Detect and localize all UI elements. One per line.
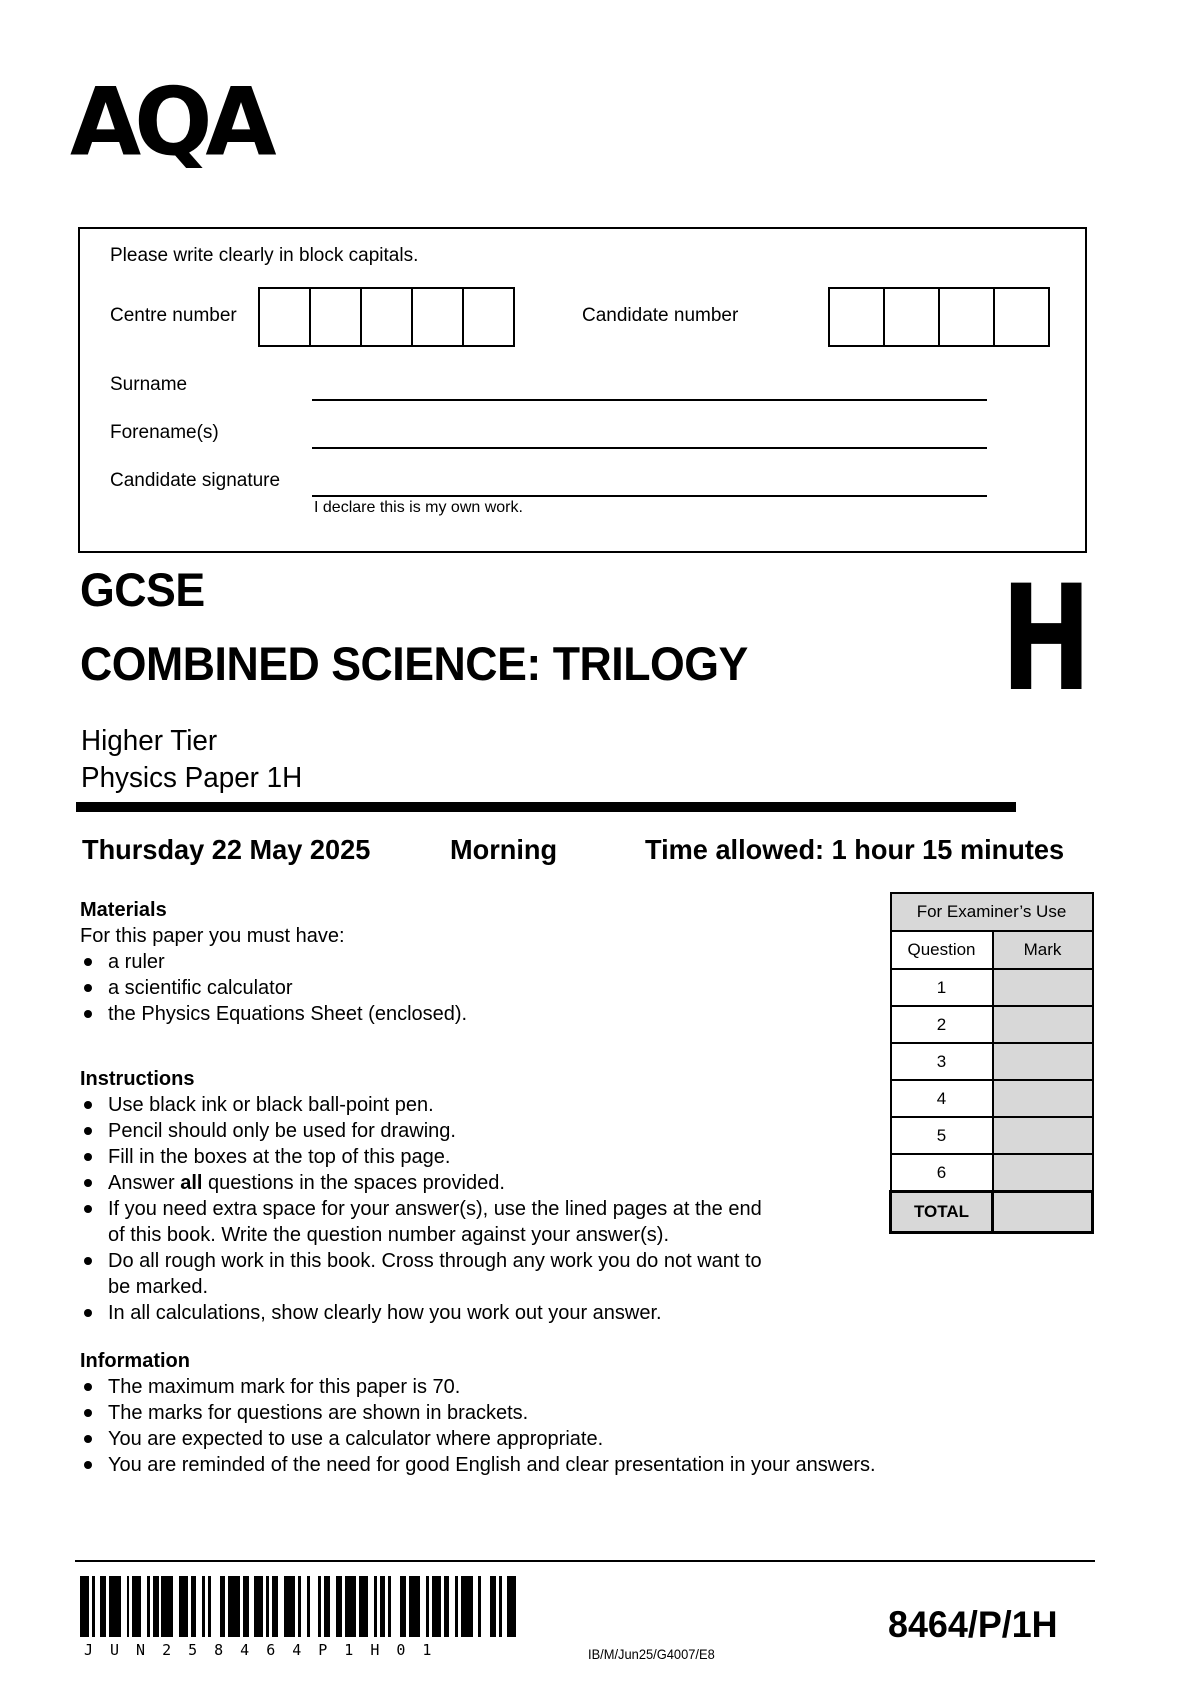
bullet-icon (80, 1196, 108, 1248)
list-item: the Physics Equations Sheet (enclosed). (80, 1001, 800, 1027)
exam-code: 8464/P/1H (888, 1604, 1058, 1645)
declaration-text: I declare this is my own work. (314, 499, 523, 516)
materials-heading: Materials (80, 899, 167, 921)
list-item: The maximum mark for this paper is 70. (80, 1374, 920, 1400)
paper-label: Physics Paper 1H (81, 762, 303, 794)
list-item: Answer all questions in the spaces provided. (80, 1170, 772, 1196)
candidate-number-cell[interactable] (938, 287, 995, 347)
question-column-header: Question (891, 931, 993, 969)
candidate-number-cell[interactable] (883, 287, 940, 347)
bullet-icon (80, 1300, 108, 1326)
forenames-label: Forename(s) (110, 422, 219, 443)
candidate-details-box (78, 227, 1087, 553)
question-number-cell: 6 (891, 1154, 993, 1192)
mark-column-header: Mark (993, 931, 1093, 969)
mark-cell (993, 1006, 1093, 1043)
list-item: If you need extra space for your answer(s), use the lined pages at the end of this book. Write the question number against your answer(s). (80, 1196, 772, 1248)
bullet-icon (80, 1452, 108, 1478)
list-item: The marks for questions are shown in brackets. (80, 1400, 920, 1426)
question-number-cell: 3 (891, 1043, 993, 1080)
exam-date: Thursday 22 May 2025 (82, 834, 371, 865)
instructions-section (80, 1066, 772, 1326)
higher-tier-badge: H (1001, 554, 1092, 724)
mark-cell (993, 1043, 1093, 1080)
bullet-icon (80, 1118, 108, 1144)
list-item: You are expected to use a calculator where appropriate. (80, 1426, 920, 1452)
list-item: a scientific calculator (80, 975, 800, 1001)
bullet-icon (80, 1092, 108, 1118)
bullet-icon (80, 1400, 108, 1426)
information-heading: Information (80, 1350, 190, 1372)
centre-number-cell[interactable] (309, 287, 362, 347)
total-mark-cell (993, 1192, 1093, 1233)
barcode (80, 1576, 520, 1637)
bullet-icon (80, 949, 108, 975)
centre-number-cell[interactable] (360, 287, 413, 347)
aqa-logo: AQA (70, 67, 270, 177)
block-capitals-instruction: Please write clearly in block capitals. (110, 245, 419, 266)
surname-input-line[interactable] (312, 399, 987, 401)
tier-label: Higher Tier (81, 725, 218, 757)
bullet-icon (80, 975, 108, 1001)
materials-intro: For this paper you must have: (80, 925, 345, 947)
mark-cell (993, 1154, 1093, 1192)
signature-label: Candidate signature (110, 470, 281, 491)
forenames-input-line[interactable] (312, 447, 987, 449)
mark-cell (993, 969, 1093, 1006)
bullet-icon (80, 1170, 108, 1196)
bullet-icon (80, 1426, 108, 1452)
signature-input-line[interactable] (312, 495, 987, 497)
examiner-table-title: For Examiner’s Use (891, 893, 1093, 931)
subject-title: COMBINED SCIENCE: TRILOGY (80, 637, 748, 690)
centre-number-cell[interactable] (258, 287, 311, 347)
list-item: Pencil should only be used for drawing. (80, 1118, 772, 1144)
list-item: Use black ink or black ball-point pen. (80, 1092, 772, 1118)
question-number-cell: 1 (891, 969, 993, 1006)
list-item: Fill in the boxes at the top of this page. (80, 1144, 772, 1170)
bullet-icon (80, 1374, 108, 1400)
question-number-cell: 2 (891, 1006, 993, 1043)
centre-number-cell[interactable] (411, 287, 464, 347)
time-allowed: Time allowed: 1 hour 15 minutes (645, 834, 1065, 865)
candidate-number-cells (828, 287, 1050, 347)
exam-session: Morning (450, 834, 558, 865)
centre-number-cell[interactable] (462, 287, 515, 347)
materials-section (80, 897, 800, 1027)
list-item: You are reminded of the need for good English and clear presentation in your answers. (80, 1452, 920, 1478)
candidate-number-cell[interactable] (828, 287, 885, 347)
mark-cell (993, 1080, 1093, 1117)
information-section (80, 1348, 920, 1478)
title-divider-rule (76, 802, 1016, 812)
bullet-icon (80, 1248, 108, 1300)
list-item: Do all rough work in this book. Cross through any work you do not want to be marked. (80, 1248, 772, 1300)
examiner-table (889, 892, 1094, 1234)
question-number-cell: 5 (891, 1117, 993, 1154)
candidate-number-label: Candidate number (582, 305, 739, 326)
candidate-number-cell[interactable] (993, 287, 1050, 347)
surname-label: Surname (110, 374, 188, 395)
mark-cell (993, 1117, 1093, 1154)
bullet-icon (80, 1144, 108, 1170)
bullet-icon (80, 1001, 108, 1027)
qualification-title: GCSE (80, 563, 205, 616)
barcode-text: JUN258464P1H01 (84, 1641, 449, 1659)
instructions-heading: Instructions (80, 1068, 195, 1090)
question-number-cell: 4 (891, 1080, 993, 1117)
footer-divider-rule (75, 1560, 1095, 1562)
centre-number-cells (258, 287, 515, 347)
list-item: In all calculations, show clearly how you work out your answer. (80, 1300, 772, 1326)
list-item: a ruler (80, 949, 800, 975)
centre-number-label: Centre number (110, 305, 237, 326)
total-label-cell: TOTAL (891, 1192, 993, 1233)
footer-reference: IB/M/Jun25/G4007/E8 (588, 1646, 715, 1662)
